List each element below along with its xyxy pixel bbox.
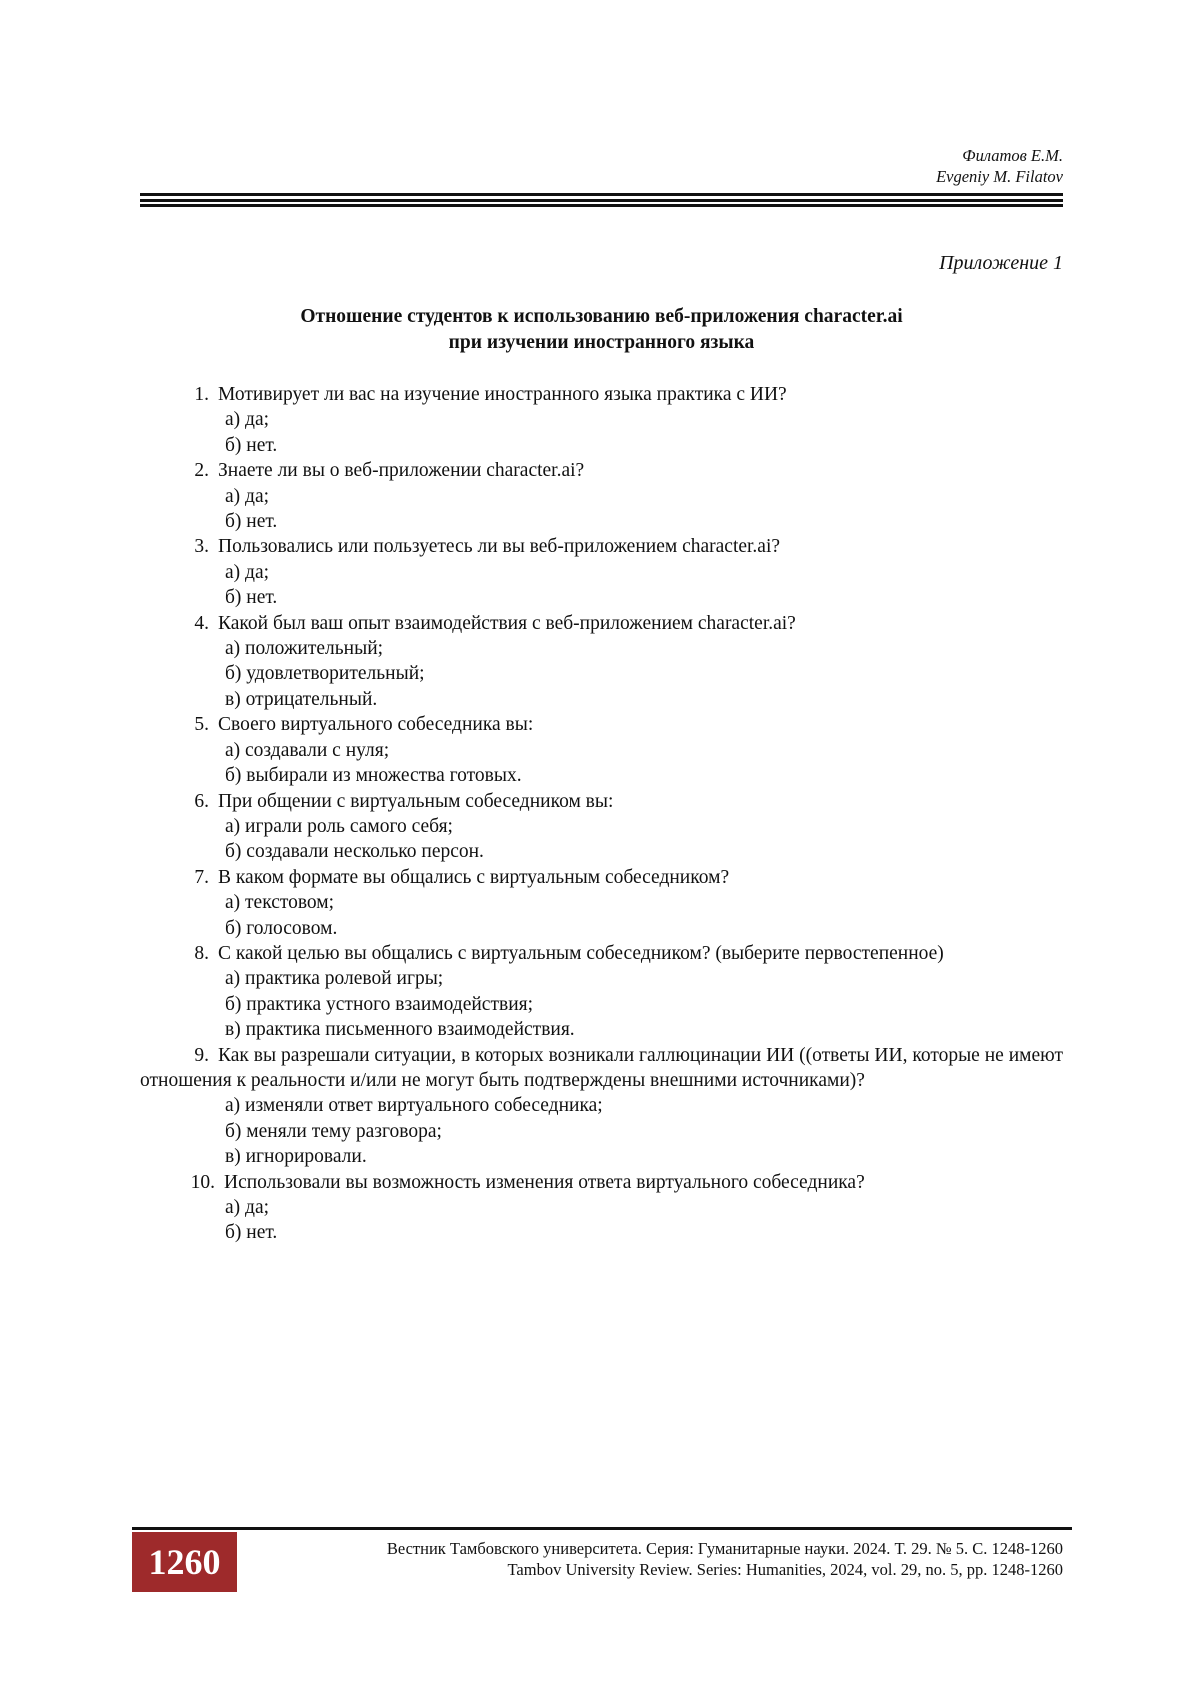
answer-option: а) играли роль самого себя; [225, 815, 453, 837]
question-2 [140, 458, 1063, 483]
answer-option: б) меняли тему разговора; [225, 1120, 442, 1142]
question-1 [140, 382, 1063, 407]
answer-option: б) удовлетворительный; [225, 663, 425, 685]
title-line-1: Отношение студентов к использованию веб-приложения character.ai [300, 306, 903, 327]
appendix-label: Приложение 1 [939, 252, 1063, 274]
questionnaire-title [140, 304, 1063, 356]
author-ru: Филатов Е.М. [962, 146, 1063, 165]
page-number-badge: 1260 [132, 1532, 237, 1592]
journal-citation [387, 1538, 1063, 1580]
question-number: 4. [194, 612, 209, 634]
header-rule [140, 193, 1063, 196]
answer-option: а) да; [225, 1197, 270, 1218]
question-text: Мотивирует ли вас на изучение иностранного языка практика с ИИ? [218, 384, 787, 405]
answer-option: б) выбирали из множества готовых. [225, 765, 522, 787]
question-8 [140, 941, 1063, 966]
answer-option: б) нет. [225, 434, 278, 456]
question-number: 6. [194, 790, 209, 812]
answer-option: а) да; [225, 409, 270, 431]
footer-rule [132, 1527, 1072, 1530]
answer-option: а) текстовом; [225, 892, 335, 914]
answer-option: а) да; [225, 485, 270, 507]
answer-option: б) нет. [225, 511, 278, 533]
author-en: Evgeniy M. Filatov [936, 167, 1063, 186]
answer-option: б) создавали несколько персон. [225, 841, 484, 863]
running-head [936, 145, 1063, 187]
question-text: Использовали вы возможность изменения ответа виртуального собеседника? [224, 1171, 865, 1193]
question-text: Своего виртуального собеседника вы: [218, 714, 534, 736]
journal-citation-ru: Вестник Тамбовского университета. Серия: Гуманитарные науки. 2024. Т. 29. № 5. С. 1248-1260 [386, 1539, 1063, 1558]
question-3 [140, 534, 1063, 559]
question-text: В каком формате вы общались с виртуальным собеседником? [218, 866, 730, 888]
question-number: 7. [194, 866, 209, 888]
question-text: Пользовались или пользуетесь ли вы веб-приложением character.ai? [218, 536, 781, 558]
question-number: 10. [190, 1171, 215, 1193]
question-7 [140, 865, 1063, 890]
question-5 [140, 712, 1063, 737]
question-6 [140, 789, 1063, 814]
answer-option: в) практика письменного взаимодействия. [225, 1019, 575, 1041]
answer-option: б) практика устного взаимодействия; [225, 993, 534, 1015]
question-number: 3. [194, 536, 209, 558]
answer-option: в) отрицательный. [225, 688, 378, 710]
answer-option: а) практика ролевой игры; [225, 968, 444, 990]
question-9 [140, 1043, 1063, 1094]
answer-option: а) положительный; [225, 638, 384, 660]
answer-option: а) создавали с нуля; [225, 739, 390, 761]
header-rule [140, 199, 1063, 202]
answer-option: б) нет. [225, 587, 278, 609]
question-text: С какой целью вы общались с виртуальным собеседником? (выберите первостепенное) [218, 942, 944, 964]
question-text: При общении с виртуальным собеседником вы: [218, 790, 614, 812]
answer-option: б) нет. [225, 1222, 278, 1244]
question-number: 9. [194, 1044, 209, 1066]
header-rule [140, 204, 1063, 207]
answer-option: а) изменяли ответ виртуального собеседника; [225, 1095, 603, 1117]
question-number: 2. [194, 460, 209, 482]
question-number: 5. [194, 714, 209, 736]
answer-option: б) голосовом. [225, 917, 338, 939]
question-10 [140, 1170, 1063, 1195]
header-rules [140, 193, 1063, 210]
questionnaire [140, 382, 1063, 1246]
question-4 [140, 611, 1063, 636]
journal-citation-en: Tambov University Review. Series: Humanities, 2024, vol. 29, no. 5, pp. 1248-1260 [507, 1560, 1063, 1579]
answer-option: в) игнорировали. [225, 1146, 367, 1168]
title-line-2: при изучении иностранного языка [448, 332, 755, 353]
question-text: Как вы разрешали ситуации, в которых возникали галлюцинации ИИ ((ответы ИИ, которые не имеют отношения к реальности и/или не могут быть подтверждены внешними источниками)? [140, 1044, 1063, 1091]
question-text: Какой был ваш опыт взаимодействия с веб-приложением character.ai? [218, 612, 796, 634]
answer-option: а) да; [225, 561, 270, 583]
question-text: Знаете ли вы о веб-приложении character.ai? [218, 460, 585, 482]
question-number: 1. [194, 384, 209, 405]
question-number: 8. [194, 942, 209, 964]
